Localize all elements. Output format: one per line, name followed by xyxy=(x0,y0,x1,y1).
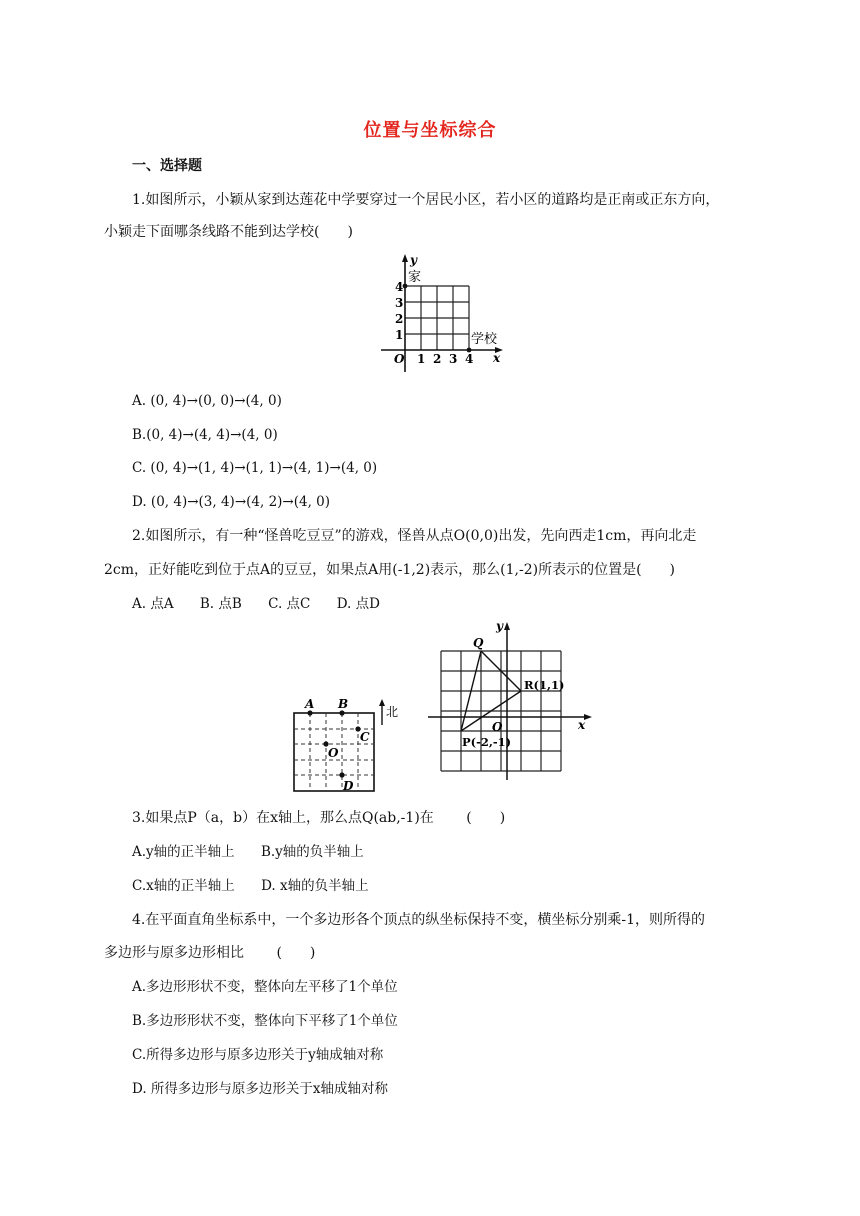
x-tick-4: 4 xyxy=(465,352,474,366)
origin-label: O xyxy=(394,352,405,366)
q4-option-c: C.所得多边形与原多边形关于y轴成轴对称 xyxy=(132,1047,384,1063)
point-d xyxy=(339,772,344,777)
label-a: A xyxy=(305,697,315,711)
q2-option-d: D. 点D xyxy=(336,596,380,612)
label-d: D xyxy=(343,779,354,793)
point-a xyxy=(307,710,312,715)
q3-option-d: D. x轴的负半轴上 xyxy=(261,878,369,894)
x-axis-label: x xyxy=(493,351,501,365)
q1-option-a: A. (0, 4)→(0, 0)→(4, 0) xyxy=(132,393,282,409)
x-tick-3: 3 xyxy=(449,352,458,366)
q2-text-line1: 2.如图所示，有一种“怪兽吃豆豆”的游戏，怪兽从点O(0,0)出发，先向西走1cm，再向北走 xyxy=(132,528,697,544)
y-axis-arrow xyxy=(402,254,408,262)
y-tick-4: 4 xyxy=(395,280,404,294)
x-tick-2: 2 xyxy=(433,352,442,366)
q1-text-line2: 小颖走下面哪条线路不能到达学校( ) xyxy=(104,224,353,240)
section-heading: 一、选择题 xyxy=(132,158,202,174)
q4-text-line1: 4.在平面直角坐标系中，一个多边形各个顶点的纵坐标保持不变，横坐标分别乘-1，则所得的 xyxy=(132,912,705,928)
north-label: 北 xyxy=(386,705,399,719)
y-tick-3: 3 xyxy=(395,296,404,310)
q2-right-figure xyxy=(420,616,600,784)
page-title: 位置与坐标综合 xyxy=(363,120,497,141)
label-r: R(1,1) xyxy=(524,678,565,692)
q1-figure xyxy=(375,250,510,378)
home-label: 家 xyxy=(408,270,422,285)
q1-text-line1: 1.如图所示，小颖从家到达莲花中学要穿过一个居民小区，若小区的道路均是正南或正东方向， xyxy=(132,192,720,208)
q4-option-a: A.多边形形状不变，整体向左平移了1个单位 xyxy=(132,979,398,995)
y-axis-label: y xyxy=(496,619,503,633)
y-axis-arrow xyxy=(504,622,510,630)
label-q: Q xyxy=(473,636,484,650)
q4-text-line2: 多边形与原多边形相比 ( ) xyxy=(104,945,316,961)
q3-text: 3.如果点P（a，b）在x轴上，那么点Q(ab,-1)在 ( ) xyxy=(132,810,506,826)
q2-left-figure xyxy=(286,695,406,799)
q4-option-b: B.多边形形状不变，整体向下平移了1个单位 xyxy=(132,1013,398,1029)
q2-options xyxy=(132,594,402,614)
q2-option-b: B. 点B xyxy=(199,596,242,612)
q4-option-d: D. 所得多边形与原多边形关于x轴成轴对称 xyxy=(132,1081,389,1097)
label-c: C xyxy=(360,730,370,744)
q2-option-c: C. 点C xyxy=(268,596,311,612)
q3-option-a: A.y轴的正半轴上 xyxy=(132,844,235,860)
label-o: O xyxy=(328,746,339,760)
x-tick-1: 1 xyxy=(417,352,426,366)
y-tick-2: 2 xyxy=(395,312,404,326)
label-p: P(-2,-1) xyxy=(462,735,512,749)
q3-option-b: B.y轴的负半轴上 xyxy=(260,844,364,860)
q2-option-a: A. 点A xyxy=(132,596,174,612)
school-label: 学校 xyxy=(471,332,498,347)
label-b: B xyxy=(338,697,349,711)
x-axis-arrow xyxy=(584,714,592,720)
label-o: O xyxy=(492,720,503,734)
point-b xyxy=(339,710,344,715)
q1-option-b: B.(0, 4)→(4, 4)→(4, 0) xyxy=(132,427,278,443)
q1-option-d: D. (0, 4)→(3, 4)→(4, 2)→(4, 0) xyxy=(132,494,331,510)
q2-text-line2: 2cm，正好能吃到位于点A的豆豆，如果点A用(-1,2)表示，那么(1,-2)所表示的位置是( ) xyxy=(104,562,676,578)
q1-option-c: C. (0, 4)→(1, 4)→(1, 1)→(4, 1)→(4, 0) xyxy=(132,460,378,476)
q3-options-row2 xyxy=(132,876,391,896)
x-axis-label: x xyxy=(578,718,586,732)
q3-option-c: C.x轴的正半轴上 xyxy=(132,878,235,894)
y-axis-label: y xyxy=(410,253,417,267)
q3-options-row1 xyxy=(132,842,386,862)
y-tick-1: 1 xyxy=(395,328,404,342)
